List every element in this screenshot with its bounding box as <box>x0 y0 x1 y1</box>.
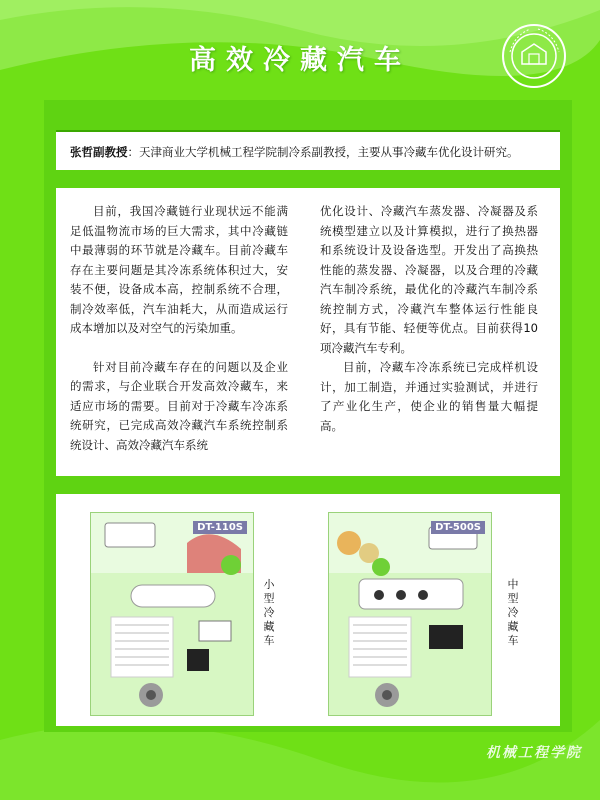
product-gallery <box>56 494 560 726</box>
brochure-medium-truck <box>328 512 492 716</box>
author-name: 张哲副教授 <box>70 145 128 159</box>
paragraph: 针对目前冷藏车存在的问题以及企业的需求，与企业联合开发高效冷藏车，来适应市场的需要。目前对于冷藏车冷冻系统研究，已完成高效冷藏汽车系统控制系统设计、高效冷藏汽车系统 <box>70 359 288 452</box>
brochure-illustration <box>91 513 253 715</box>
footer-signature: 机械工程学院 <box>486 745 582 761</box>
model-label: DT-500S <box>431 521 485 534</box>
brochure-caption: 中型冷藏车 <box>507 578 519 647</box>
brochure-caption: 小型冷藏车 <box>263 578 275 647</box>
paragraph: 目前，我国冷藏链行业现状远不能满足低温物流市场的巨大需求，其中冷藏链中最薄弱的环节就是冷藏车。目前冷藏车存在主要问题是其冷冻系统体积过大，安装不便，设备成本高，控制系统不合理，制冷效率低，汽车油耗大，从而造成运行成本增加以及对空气的污染加重。 <box>70 204 288 335</box>
university-seal-icon <box>500 22 568 90</box>
page-title: 高效冷藏汽车 <box>189 45 411 76</box>
article-column-right <box>320 202 538 436</box>
model-label: DT-110S <box>193 521 247 534</box>
brochure-illustration <box>329 513 491 715</box>
article-panel <box>56 188 560 476</box>
article-column-left <box>70 202 288 455</box>
paragraph: 目前，冷藏车冷冻系统已完成样机设计，加工制造，并通过实验测试，并进行了产业化生产，使企业的销售量大幅提高。 <box>320 360 538 433</box>
brochure-small-truck <box>90 512 254 716</box>
paragraph: 优化设计、冷藏汽车蒸发器、冷凝器及系统模型建立以及计算模拟，进行了换热器和系统设计及设备选型。开发出了高换热性能的蒸发器、冷凝器，以及合理的冷藏汽车制冷系统，最优化的冷藏汽车制冷系统控制方式，冷藏汽车整体运行性能良好，具有节能、轻便等优点。目前获得10项冷藏汽车专利。 <box>320 204 538 355</box>
header <box>0 0 600 100</box>
author-intro <box>56 130 560 170</box>
author-description: ：天津商业大学机械工程学院制冷系副教授，主要从事冷藏车优化设计研究。 <box>127 145 519 159</box>
